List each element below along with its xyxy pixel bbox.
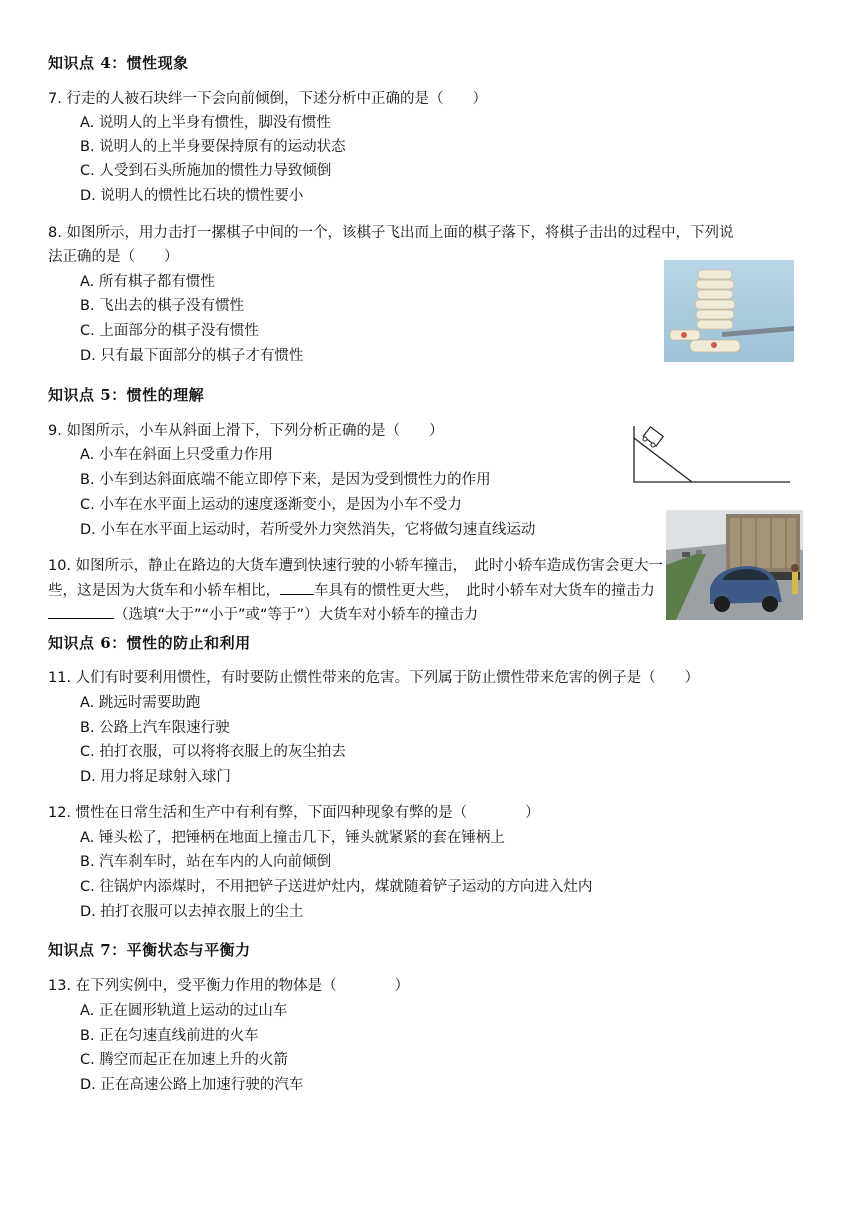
q12-option-d: D. 拍打衣服可以去掉衣服上的尘土 bbox=[80, 904, 304, 920]
q7-option-b: B. 说明人的上半身要保持原有的运动状态 bbox=[80, 139, 346, 155]
q8-option-d: D. 只有最下面部分的棋子才有惯性 bbox=[80, 348, 304, 364]
q11-option-b: B. 公路上汽车限速行驶 bbox=[80, 720, 230, 736]
q7-option-a: A. 说明人的上半身有惯性，脚没有惯性 bbox=[80, 115, 331, 131]
question-8-stem-line1: 8. 如图所示，用力击打一摞棋子中间的一个，该棋子飞出而上面的棋子落下，将棋子击出的过程中，下列说 bbox=[48, 225, 734, 241]
q8-option-a: A. 所有棋子都有惯性 bbox=[80, 274, 215, 290]
q12-option-c: C. 往锅炉内添煤时，不用把铲子送进炉灶内，煤就随着铲子运动的方向进入灶内 bbox=[80, 879, 593, 895]
q13-option-a: A. 正在圆形轨道上运动的过山车 bbox=[80, 1003, 288, 1019]
incline-cart-diagram bbox=[632, 424, 792, 486]
q10-text-part1: 10. 如图所示，静止在路边的大货车遭到快速行驶的小轿车撞击， 此时小轿车造成伤害会更大一些，这是因为大货车和小轿车相比， bbox=[48, 558, 663, 599]
q10-blank-1[interactable] bbox=[280, 580, 314, 595]
q9-option-b: B. 小车到达斜面底端不能立即停下来，是因为受到惯性力的作用 bbox=[80, 472, 491, 488]
question-10-paragraph bbox=[48, 554, 663, 628]
section-heading-4: 知识点 4：惯性现象 bbox=[48, 54, 189, 72]
q9-option-c: C. 小车在水平面上运动的速度逐渐变小，是因为小车不受力 bbox=[80, 497, 462, 513]
truck-car-collision-photo bbox=[666, 510, 803, 620]
q8-option-c: C. 上面部分的棋子没有惯性 bbox=[80, 323, 259, 339]
q13-option-d: D. 正在高速公路上加速行驶的汽车 bbox=[80, 1077, 304, 1093]
q11-option-a: A. 跳远时需要助跑 bbox=[80, 695, 201, 711]
section-heading-6: 知识点 6：惯性的防止和利用 bbox=[48, 634, 251, 652]
q12-option-b: B. 汽车刹车时，站在车内的人向前倾倒 bbox=[80, 854, 332, 870]
section-heading-7: 知识点 7：平衡状态与平衡力 bbox=[48, 941, 251, 959]
question-11-stem: 11. 人们有时要利用惯性，有时要防止惯性带来的危害。下列属于防止惯性带来危害的例子是（ ） bbox=[48, 670, 700, 686]
q7-option-d: D. 说明人的惯性比石块的惯性要小 bbox=[80, 188, 304, 204]
q12-option-a: A. 锤头松了，把锤柄在地面上撞击几下，锤头就紧紧的套在锤柄上 bbox=[80, 830, 505, 846]
q10-text-part2: 车具有的惯性更大些， 此时小轿车对大货车的撞击力 bbox=[314, 582, 655, 599]
chess-stack-photo bbox=[664, 260, 794, 362]
question-12-stem: 12. 惯性在日常生活和生产中有利有弊，下面四种现象有弊的是（ ） bbox=[48, 805, 540, 821]
q13-option-b: B. 正在匀速直线前进的火车 bbox=[80, 1028, 259, 1044]
q8-option-b: B. 飞出去的棋子没有惯性 bbox=[80, 298, 245, 314]
q10-blank-2[interactable] bbox=[48, 604, 114, 619]
section-heading-5: 知识点 5：惯性的理解 bbox=[48, 386, 205, 404]
question-7-stem: 7. 行走的人被石块绊一下会向前倾倒，下述分析中正确的是（ ） bbox=[48, 91, 487, 107]
q11-option-c: C. 拍打衣服，可以将将衣服上的灰尘拍去 bbox=[80, 744, 346, 760]
q11-option-d: D. 用力将足球射入球门 bbox=[80, 769, 231, 785]
question-9-stem: 9. 如图所示，小车从斜面上滑下，下列分析正确的是（ ） bbox=[48, 423, 444, 439]
question-13-stem: 13. 在下列实例中，受平衡力作用的物体是（ ） bbox=[48, 978, 410, 994]
q7-option-c: C. 人受到石头所施加的惯性力导致倾倒 bbox=[80, 163, 332, 179]
q9-option-d: D. 小车在水平面上运动时，若所受外力突然消失，它将做匀速直线运动 bbox=[80, 522, 536, 538]
q9-option-a: A. 小车在斜面上只受重力作用 bbox=[80, 447, 273, 463]
question-8-stem-line2: 法正确的是（ ） bbox=[48, 249, 179, 265]
q13-option-c: C. 腾空而起正在加速上升的火箭 bbox=[80, 1052, 288, 1068]
q10-text-part3: （选填“大于”“小于”或“等于”）大货车对小轿车的撞击力 bbox=[114, 607, 479, 623]
